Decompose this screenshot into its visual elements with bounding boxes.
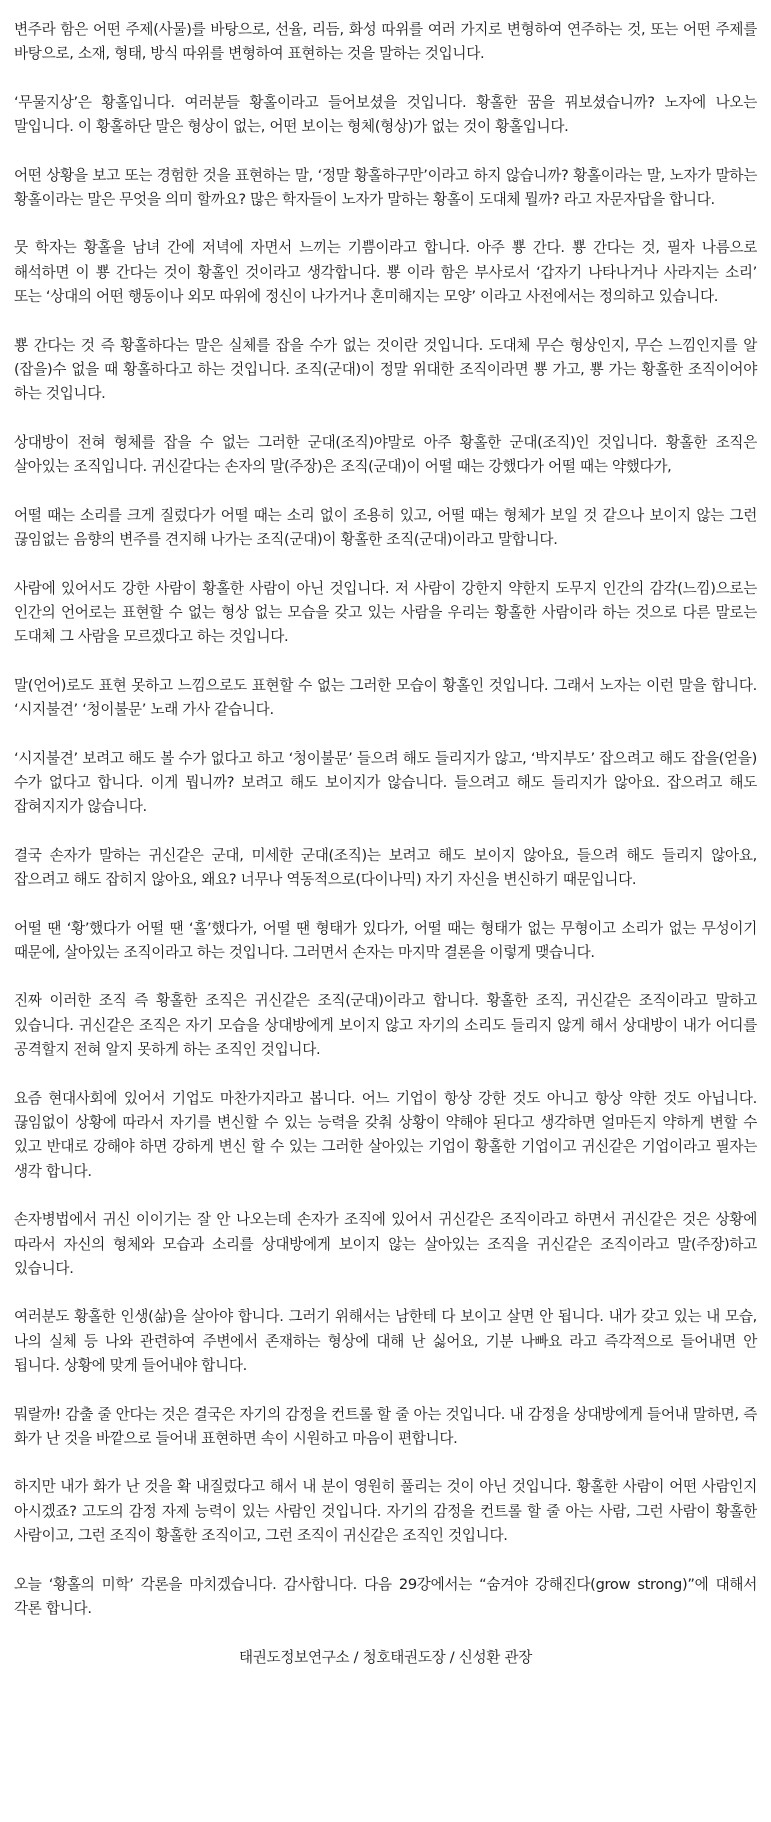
paragraph: 변주라 함은 어떤 주제(사물)를 바탕으로, 선율, 리듬, 화성 따위를 여러 가지로 변형하여 연주하는 것, 또는 어떤 주제를 바탕으로, 소재, 형태, 방식 따위를 변형하여 표현하는 것을 말하는 것입니다. [14,21,757,63]
closing-paragraph: 오늘 ‘황홀의 미학’ 각론을 마치겠습니다. 감사합니다. 다음 29강에서는 “숨겨야 강해진다(grow strong)”에 대해서 각론 합니다. [14,1575,757,1618]
paragraph: 하지만 내가 화가 난 것을 확 내질렀다고 해서 내 분이 영원히 풀리는 것이 아닌 것입니다. 황홀한 사람이 어떤 사람인지 아시겠죠? 고도의 감정 자제 능력이 있는 사람인 것입니다. 자기의 감정을 컨트롤 할 줄 아는 사람, 그런 사람이 황홀한 사람이고, 그런 조직이 황홀한 조직이고, 그런 조직이 귀신같은 조직인 것입니다. [14,1478,757,1545]
paragraph: 뭐랄까! 감출 줄 안다는 것은 결국은 자기의 감정을 컨트롤 할 줄 아는 것입니다. 내 감정을 상대방에게 들어내 말하면, 즉 화가 난 것을 바깥으로 들어내 표현하면 속이 시원하고 마음이 편합니다. [14,1405,757,1448]
paragraph: ‘시지불견’ 보려고 해도 볼 수가 없다고 하고 ‘청이불문’ 들으려 해도 들리지가 않고, ‘박지부도’ 잡으려고 해도 잡을(얻을) 수가 없다고 합니다. 이게 뭡니까? 보려고 해도 보이지가 않습니다. 들으려고 해도 들리지가 않아요. 잡으려고 해도 잡혀지지가 않습니다. [14,749,757,816]
paragraph: 상대방이 전혀 형체를 잡을 수 없는 그러한 군대(조직)야말로 아주 황홀한 군대(조직)인 것입니다. 황홀한 조직은 살아있는 조직입니다. 귀신같다는 손자의 말(주장)은 조직(군대)이 어떨 때는 강했다가 어떨 때는 약했다가, [14,433,757,476]
paragraph: 어떨 때는 소리를 크게 질렀다가 어떨 때는 소리 없이 조용히 있고, 어떨 때는 형체가 보일 것 같으나 보이지 않는 그런 끊임없는 음향의 변주를 견지해 나가는 조직(군대)이 황홀한 조직(군대)이라고 말합니다. [14,506,757,549]
paragraph: 사람에 있어서도 강한 사람이 황홀한 사람이 아닌 것입니다. 저 사람이 강한지 약한지 도무지 인간의 감각(느낌)으로는 인간의 언어로는 표현할 수 없는 형상 없는 모습을 갖고 있는 사람을 우리는 황홀한 사람이라 하는 것으로 다른 말로는 도대체 그 사람을 모르겠다고 하는 것입니다. [14,579,757,646]
paragraph: 손자병법에서 귀신 이이기는 잘 안 나오는데 손자가 조직에 있어서 귀신같은 조직이라고 하면서 귀신같은 것은 상황에 따라서 자신의 형체와 모습과 소리를 상대방에게 보이지 않는 살아있는 조직을 귀신같은 조직이라고 말(주장)하고 있습니다. [14,1211,757,1278]
paragraph: 어떤 상황을 보고 또는 경험한 것을 표현하는 말, ‘정말 황홀하구만’이라고 하지 않습니까? 황홀이라는 말, 노자가 말하는 황홀이라는 말은 무엇을 의미 할까요? 많은 학자들이 노자가 말하는 황홀이 도대체 뭘까? 라고 자문자답을 합니다. [14,166,757,209]
paragraph: 결국 손자가 말하는 귀신같은 군대, 미세한 군대(조직)는 보려고 해도 보이지 않아요, 들으려 해도 들리지 않아요, 잡으려고 해도 잡히지 않아요, 왜요? 너무나 역동적으로(다이나믹) 자기 자신을 변신하기 때문입니다. [14,846,757,889]
paragraph: 요즘 현대사회에 있어서 기업도 마찬가지라고 봅니다. 어느 기업이 항상 강한 것도 아니고 항상 약한 것도 아닙니다. 끊임없이 상황에 따라서 자기를 변신할 수 있는 능력을 갖춰 상황이 약해야 된다고 생각하면 얼마든지 약하게 변할 수 있고 반대로 강해야 하면 강하게 변신 할 수 있는 그러한 살아있는 기업이 황홀한 기업이고 귀신같은 기업이라고 필자는 생각 합니다. [14,1089,757,1180]
paragraph: 진짜 이러한 조직 즉 황홀한 조직은 귀신같은 조직(군대)이라고 합니다. 황홀한 조직, 귀신같은 조직이라고 말하고 있습니다. 귀신같은 조직은 자기 모습을 상대방에게 보이지 않고 자기의 소리도 들리지 않게 해서 상대방이 내가 어디를 공격할지 전혀 알지 못하게 하는 조직인 것입니다. [14,992,757,1059]
paragraph: ‘무물지상’은 황홀입니다. 여러분들 황홀이라고 들어보셨을 것입니다. 황홀한 꿈을 꿔보셨습니까? 노자에 나오는 말입니다. 이 황홀하단 말은 형상이 없는, 어떤 보이는 형체(형상)가 없는 것이 황홀입니다. [14,93,757,136]
paragraph: 뭇 학자는 황홀을 남녀 간에 저녁에 자면서 느끼는 기쁨이라고 합니다. 아주 뿅 간다. 뿅 간다는 것, 필자 나름으로 해석하면 이 뿅 간다는 것이 황홀인 것이라고 생각합니다. 뿅 이라 함은 부사로서 ‘갑자기 나타나거나 사라지는 소리’ 또는 ‘상대의 어떤 행동이나 외모 따위에 정신이 나가거나 혼미해지는 모양’ 이라고 사전에서는 정의하고 있습니다. [14,239,757,306]
paragraph: 뿅 간다는 것 즉 황홀하다는 말은 실체를 잡을 수가 없는 것이란 것입니다. 도대체 무슨 형상인지, 무슨 느낌인지를 알(잡을)수 없을 때 황홀하다고 하는 것입니다. 조직(군대)이 정말 위대한 조직이라면 뿅 가고, 뿅 가는 황홀한 조직이어야 하는 것입니다. [14,336,757,403]
paragraph: 여러분도 황홀한 인생(삶)을 살아야 합니다. 그러기 위해서는 남한테 다 보이고 살면 안 됩니다. 내가 갖고 있는 내 모습, 나의 실체 등 나와 관련하여 주변에서 존재하는 형상에 대해 난 싫어요, 기분 나빠요 라고 즉각적으로 들어내면 안 됩니다. 상황에 맞게 들어내야 합니다. [14,1308,757,1375]
author-signature: 태권도정보연구소 / 청호태권도장 / 신성환 관장 [238,1648,533,1666]
paragraph: 말(언어)로도 표현 못하고 느낌으로도 표현할 수 없는 그러한 모습이 황홀인 것입니다. 그래서 노자는 이런 말을 합니다. ‘시지불견’ ‘청이불문’ 노래 가사 같습니다. [14,676,757,719]
paragraph: 어떨 땐 ‘황’했다가 어떨 땐 ‘홀’했다가, 어떨 땐 형태가 있다가, 어떨 때는 형태가 없는 무형이고 소리가 없는 무성이기 때문에, 살아있는 조직이라고 하는 것입니다. 그러면서 손자는 마지막 결론을 이렇게 맺습니다. [14,919,757,961]
